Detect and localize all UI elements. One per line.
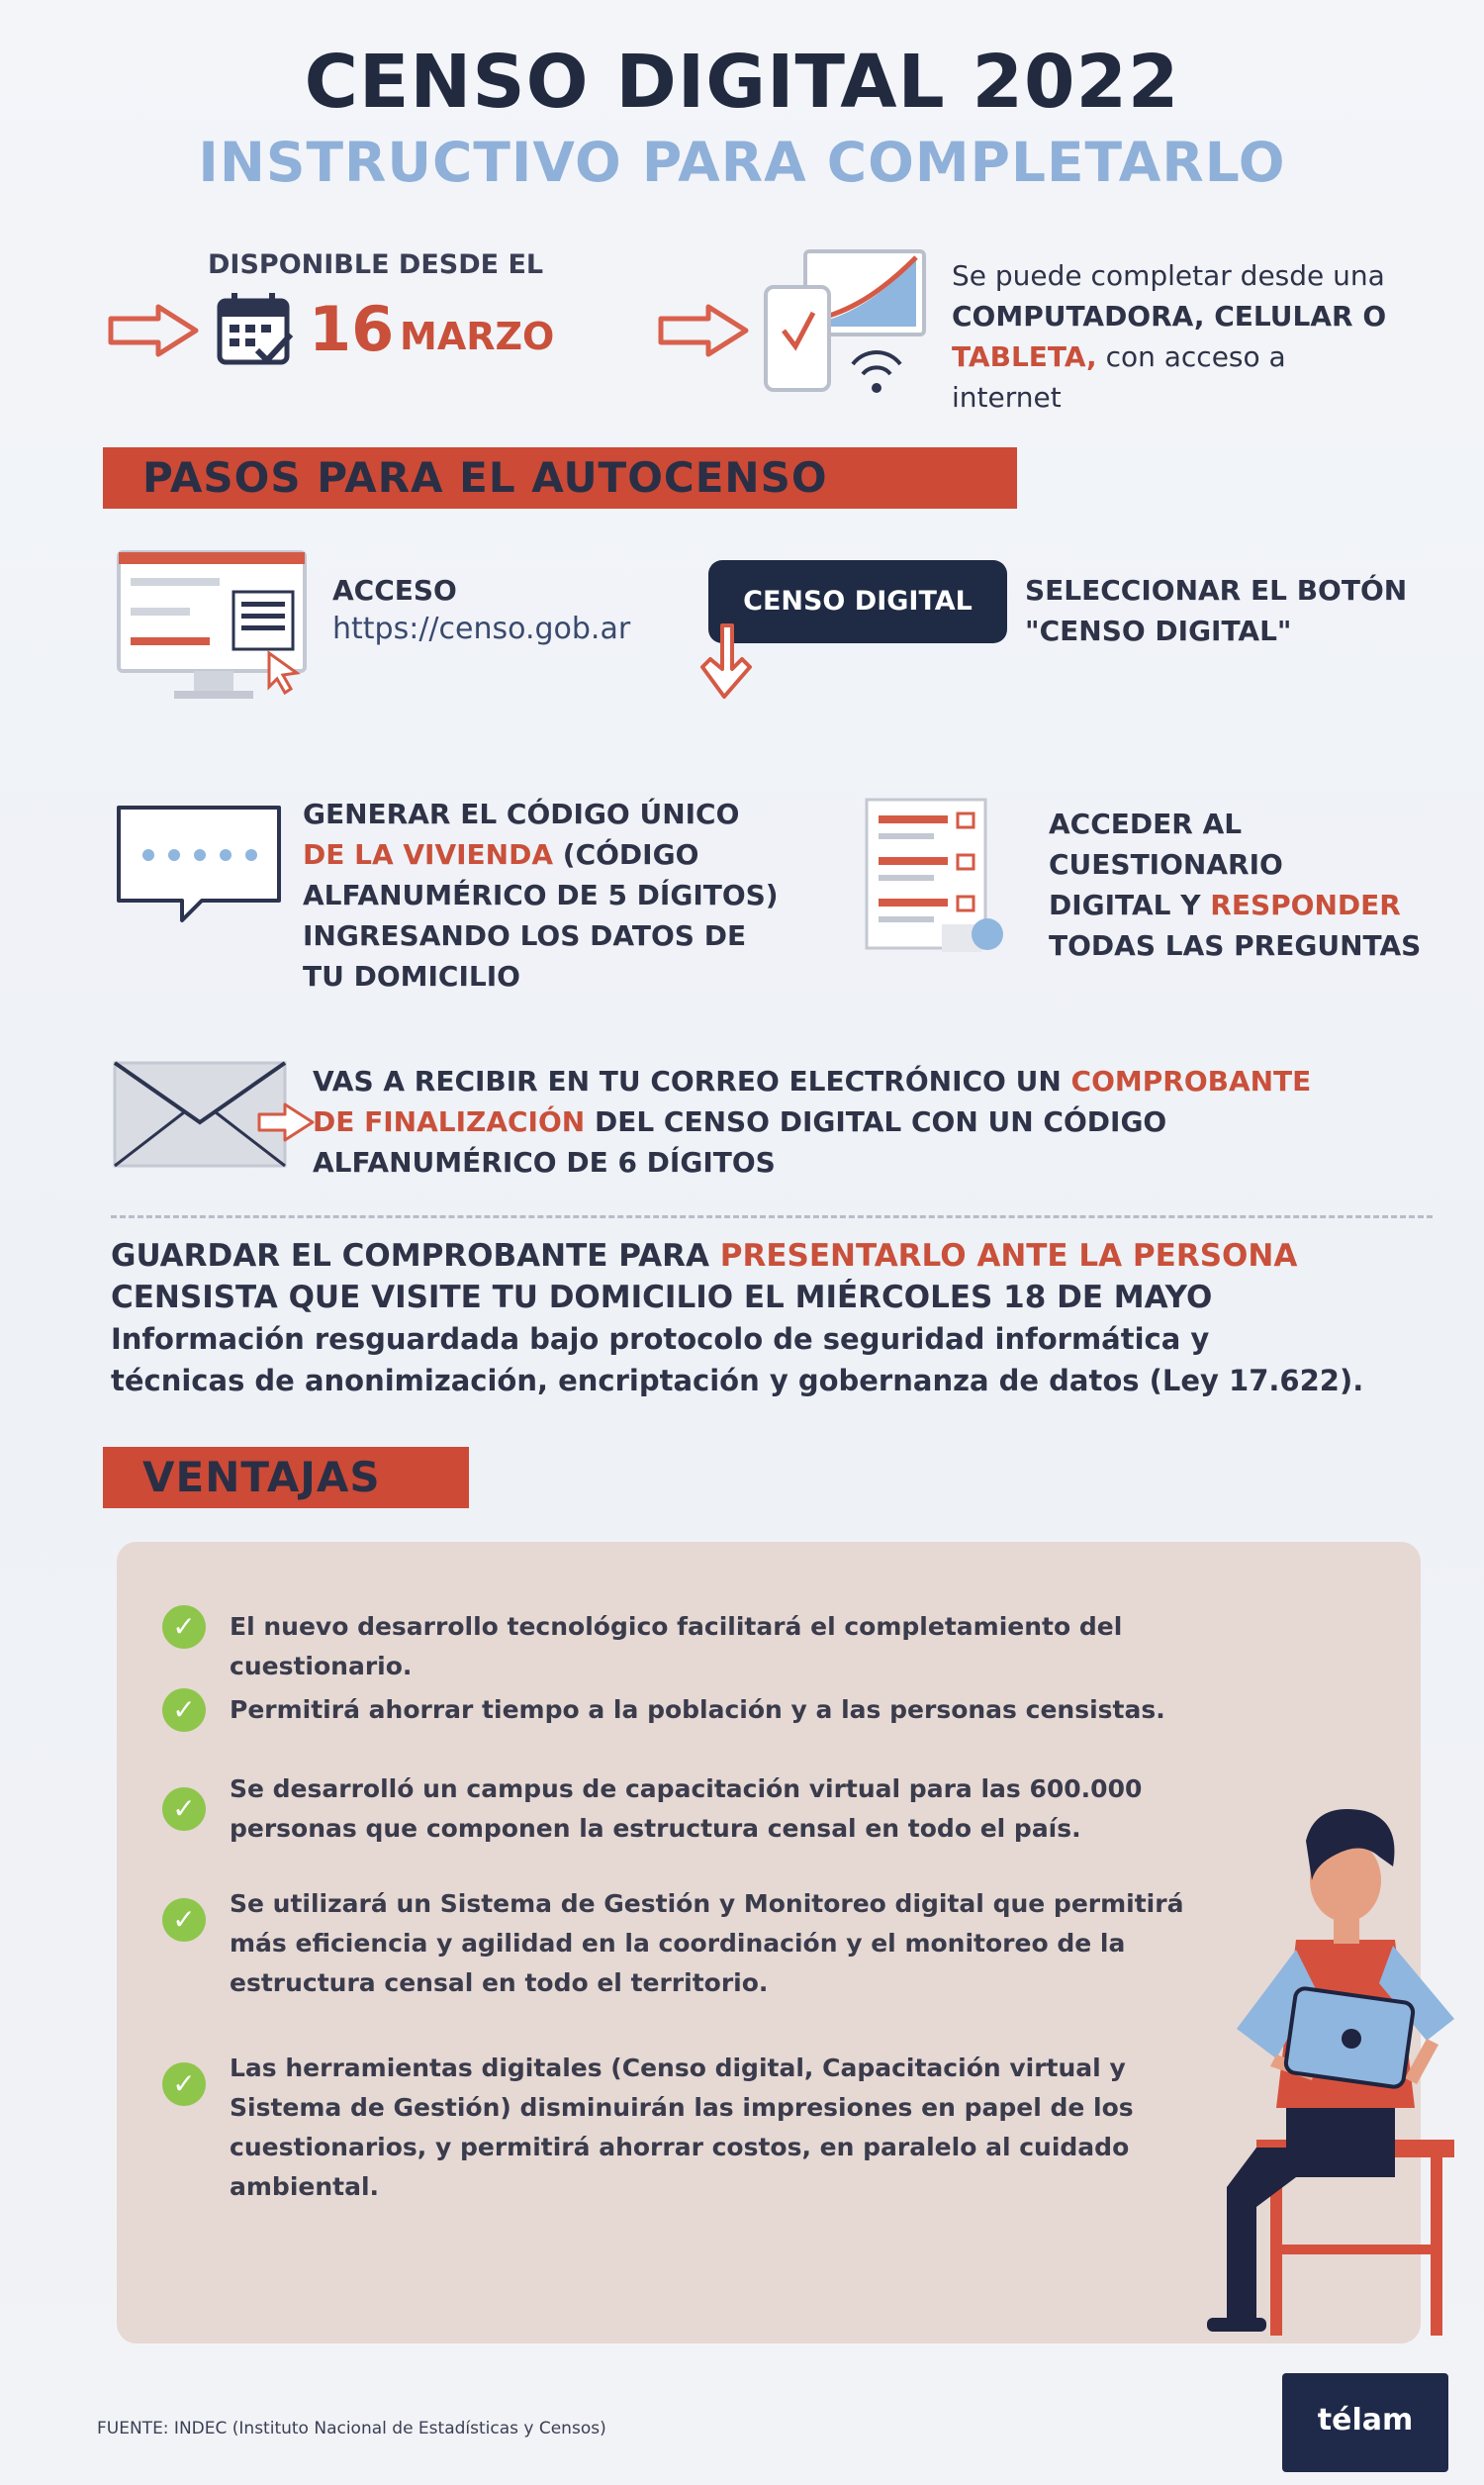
code-line3: ALFANUMÉRICO DE 5 DÍGITOS) (303, 879, 779, 911)
form-line2: CUESTIONARIO (1049, 848, 1283, 881)
save-line4: técnicas de anonimización, encriptación y gobernanza de datos (Ley 17.622). (111, 1364, 1364, 1397)
chat-bubble-icon (113, 802, 287, 926)
check-icon: ✓ (162, 1787, 206, 1831)
advantage-text (230, 1884, 1219, 2003)
advantage-line: personas que componen la estructura censal en todo el país. (230, 1814, 1081, 1843)
divider (111, 1215, 1433, 1218)
form-line1: ACCEDER AL (1049, 808, 1243, 840)
telam-logo: télam (1282, 2373, 1448, 2472)
questionnaire-icon (863, 796, 1011, 964)
check-icon: ✓ (162, 1688, 206, 1732)
mail-line1-a: VAS A RECIBIR EN TU CORREO ELECTRÓNICO UN (313, 1065, 1071, 1098)
source-note: FUENTE: INDEC (Instituto Nacional de Estadísticas y Censos) (97, 2419, 606, 2438)
advantage-line: Permitirá ahorrar tiempo a la población y a las personas censistas. (230, 1695, 1165, 1724)
advantage-line: estructura censal en todo el territorio. (230, 1968, 769, 1997)
advantage-text (230, 1607, 1298, 1686)
code-line1: GENERAR EL CÓDIGO ÚNICO (303, 798, 740, 830)
devices-list-line2: TABLETA, (952, 340, 1097, 373)
code-line5: TU DOMICILIO (303, 960, 520, 993)
advantage-line: El nuevo desarrollo tecnológico facilitará el completamiento del cuestionario. (230, 1612, 1123, 1680)
form-line3-b: RESPONDER (1210, 889, 1401, 921)
devices-list-line1: COMPUTADORA, CELULAR O (952, 300, 1387, 333)
code-line2-red: DE LA VIVIENDA (303, 838, 554, 871)
advantage-line: cuestionarios, y permitirá ahorrar costos, en paralelo al cuidado (230, 2133, 1130, 2161)
devices-line4: internet (952, 381, 1062, 414)
advantage-text (230, 1769, 1219, 1849)
mail-line3: ALFANUMÉRICO DE 6 DÍGITOS (313, 1146, 776, 1179)
devices-icon (762, 247, 930, 406)
arrow-right-icon (657, 303, 750, 358)
envelope-icon (111, 1059, 319, 1170)
computer-icon (115, 548, 313, 707)
access-label: ACCESO (332, 574, 457, 607)
page-subtitle: INSTRUCTIVO PARA COMPLETARLO (198, 131, 1286, 194)
access-url-link[interactable]: https://censo.gob.ar (332, 612, 631, 646)
save-text (111, 1235, 1363, 1401)
advantage-line: Las herramientas digitales (Censo digital, Capacitación virtual y (230, 2054, 1126, 2082)
questionnaire-step-text (1049, 804, 1421, 966)
cursor-icon (698, 621, 758, 701)
advantage-line: Se utilizará un Sistema de Gestión y Monitoreo digital que permitirá (230, 1889, 1184, 1918)
advantage-line: Sistema de Gestión) disminuirán las impresiones en papel de los (230, 2093, 1134, 2122)
devices-text (952, 255, 1466, 418)
advantage-text (230, 1690, 1298, 1730)
page-title: CENSO DIGITAL 2022 (304, 40, 1180, 125)
mail-line2-a: DE FINALIZACIÓN (313, 1105, 586, 1138)
check-icon: ✓ (162, 1898, 206, 1942)
advantage-text (230, 2049, 1219, 2207)
select-line1: SELECCIONAR EL BOTÓN (1025, 574, 1408, 607)
advantages-heading: VENTAJAS (103, 1447, 469, 1508)
censo-digital-button[interactable]: CENSO DIGITAL (708, 560, 1007, 643)
select-line2: "CENSO DIGITAL" (1025, 615, 1292, 647)
availability-day: 16 (309, 293, 395, 365)
person-with-tablet-illustration (1167, 1771, 1484, 2345)
devices-line1: Se puede completar desde una (952, 259, 1385, 292)
steps-heading: PASOS PARA EL AUTOCENSO (103, 447, 1017, 509)
calendar-icon (216, 291, 295, 370)
code-line2-rest: (CÓDIGO (553, 838, 699, 871)
form-line3-a: DIGITAL Y (1049, 889, 1211, 921)
check-icon: ✓ (162, 1605, 206, 1649)
save-line2: CENSISTA QUE VISITE TU DOMICILIO EL MIÉRCOLES 18 DE MAYO (111, 1280, 1213, 1315)
availability-month: MARZO (400, 315, 555, 358)
arrow-right-icon (107, 303, 200, 358)
advantage-line: ambiental. (230, 2172, 380, 2201)
save-line1-a: GUARDAR EL COMPROBANTE PARA (111, 1238, 720, 1274)
check-icon: ✓ (162, 2062, 206, 2106)
save-line3: Información resguardada bajo protocolo de seguridad informática y (111, 1322, 1210, 1356)
code-step-text (303, 794, 779, 997)
select-button-text (1025, 570, 1407, 651)
devices-line3-suffix: con acceso a (1096, 340, 1286, 373)
availability-label: DISPONIBLE DESDE EL (208, 249, 544, 280)
mail-line2-b: DEL CENSO DIGITAL CON UN CÓDIGO (585, 1105, 1167, 1138)
email-step-text (313, 1061, 1311, 1183)
advantage-line: más eficiencia y agilidad en la coordinación y el monitoreo de la (230, 1929, 1126, 1958)
code-line4: INGRESANDO LOS DATOS DE (303, 919, 747, 952)
save-line1-b: PRESENTARLO ANTE LA PERSONA (719, 1238, 1298, 1274)
mail-line1-b: COMPROBANTE (1070, 1065, 1312, 1098)
form-line4: TODAS LAS PREGUNTAS (1049, 929, 1422, 962)
advantage-line: Se desarrolló un campus de capacitación virtual para las 600.000 (230, 1774, 1143, 1803)
